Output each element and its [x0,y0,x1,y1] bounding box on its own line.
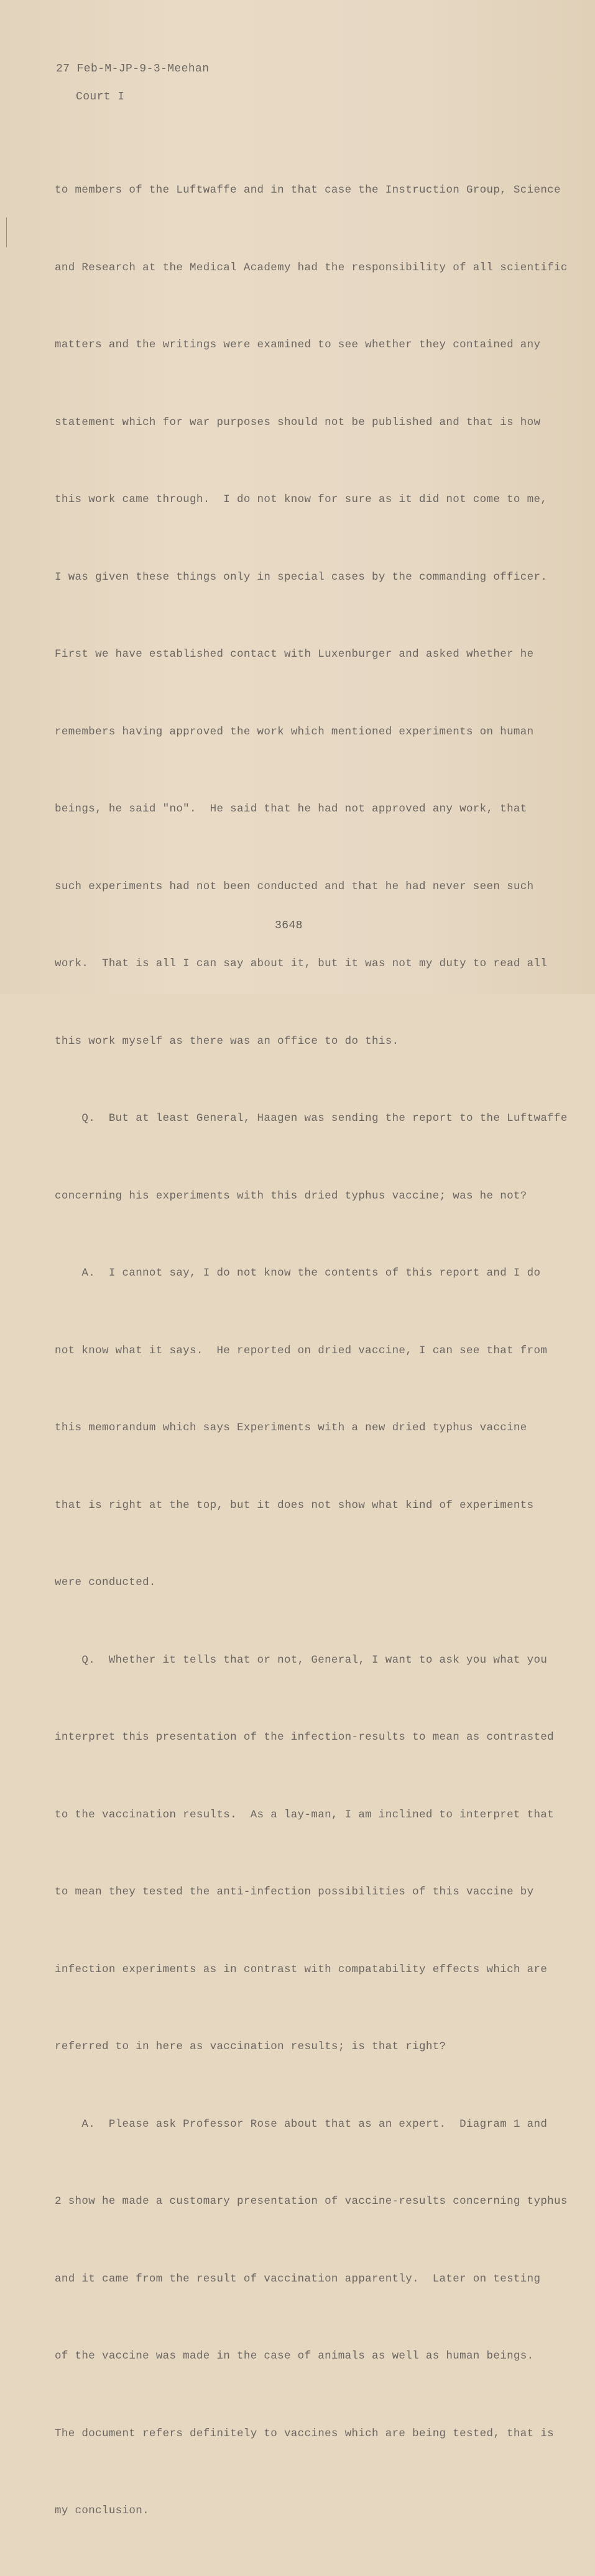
transcript-line: were conducted. [55,1576,156,1589]
transcript-line: Q. But at least General, Haagen was sending the report to the Luftwaffe [55,1112,568,1125]
transcript-line: concerning his experiments with this dried typhus vaccine; was he not? [55,1189,527,1202]
transcript-line: this memorandum which says Experiments with a new dried typhus vaccine [55,1422,527,1434]
transcript-line: A. Please ask Professor Rose about that as an expert. Diagram 1 and [55,2117,548,2131]
transcript-line: to mean they tested the anti-infection possibilities of this vaccine by [55,1886,534,1898]
transcript-line: First we have established contact with Luxenburger and asked whether he [55,648,534,660]
transcript-line: that is right at the top, but it does not show what kind of experiments [55,1499,534,1512]
margin-mark [2,217,12,255]
transcript-line: this work came through. I do not know for sure as it did not come to me, [55,493,548,506]
transcript-line: Q. Whether it tells that or not, General, I want to ask you what you [55,1653,548,1666]
transcript-line: and Research at the Medical Academy had the responsibility of all scientific [55,261,568,274]
transcript-line: infection experiments as in contrast with compatability effects which are [55,1963,548,1976]
document-reference: 27 Feb-M-JP-9-3-Meehan [56,63,210,75]
transcript-line: matters and the writings were examined to see whether they contained any [55,339,541,351]
transcript-line: my conclusion. [55,2505,149,2517]
transcript-line: referred to in here as vaccination results; is that right? [55,2040,446,2053]
transcript-line: 2 show he made a customary presentation of vaccine-results concerning typhus [55,2195,568,2208]
transcript-line: to members of the Luftwaffe and in that case the Instruction Group, Science [55,184,561,196]
transcript-body [55,126,568,2576]
transcript-line: this work myself as there was an office to do this. [55,1035,399,1048]
page-number: 3648 [275,920,303,932]
transcript-line: such experiments had not been conducted and that he had never seen such [55,880,534,893]
transcript-line: and it came from the result of vaccination apparently. Later on testing [55,2272,541,2285]
transcript-line: interpret this presentation of the infection-results to mean as contrasted [55,1731,555,1743]
transcript-line: The document refers definitely to vaccines which are being tested, that is [55,2427,555,2440]
transcript-line: to the vaccination results. As a lay-man, I am inclined to interpret that [55,1808,555,1821]
transcript-line: statement which for war purposes should not be published and that is how [55,416,541,429]
transcript-line: work. That is all I can say about it, but it was not my duty to read all [55,957,548,970]
transcript-line: I was given these things only in special cases by the commanding officer. [55,570,548,583]
transcript-line: remembers having approved the work which mentioned experiments on human [55,725,534,738]
transcript-line: of the vaccine was made in the case of animals as well as human beings. [55,2350,534,2362]
transcript-line: not know what it says. He reported on dried vaccine, I can see that from [55,1344,548,1357]
court-label: Court I [76,91,125,103]
transcript-line: A. I cannot say, I do not know the contents of this report and I do [55,1267,541,1279]
transcript-line: beings, he said "no". He said that he had not approved any work, that [55,803,527,815]
